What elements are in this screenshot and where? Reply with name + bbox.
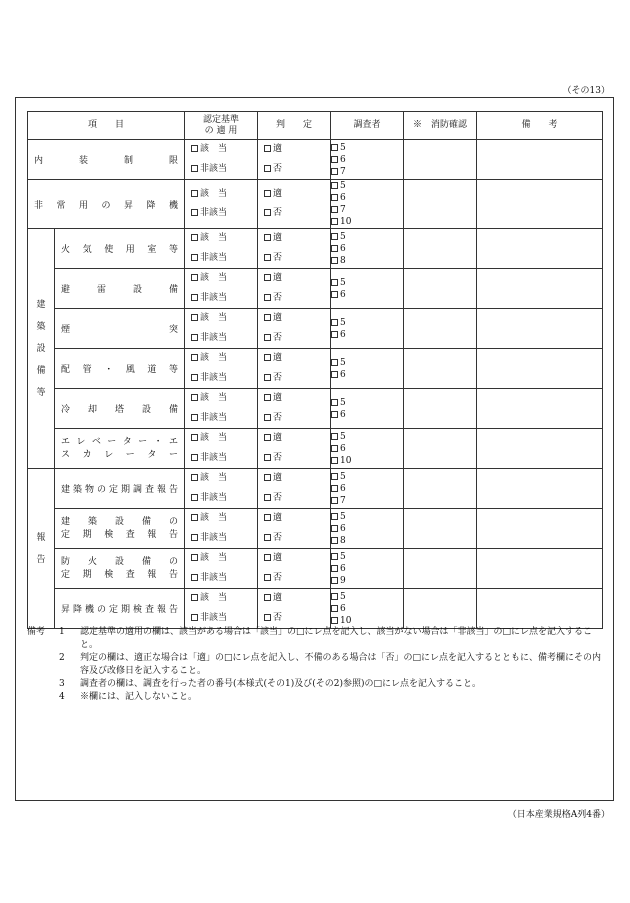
judgment-cell xyxy=(258,429,331,469)
checkbox-icon[interactable] xyxy=(264,454,271,461)
checkbox-icon[interactable] xyxy=(191,314,198,321)
label-elevator-line2: スカレーター xyxy=(61,449,179,460)
investigator-checkbox[interactable]: 6 xyxy=(331,192,403,204)
checkbox-icon[interactable] xyxy=(191,434,198,441)
investigator-checkbox[interactable]: 6 xyxy=(331,369,403,381)
checkbox-icon[interactable] xyxy=(331,411,338,418)
remarks-cell[interactable] xyxy=(477,429,603,469)
group-building-equipment xyxy=(28,229,55,469)
fire-confirmation-cell[interactable] xyxy=(404,309,477,349)
row-lightning xyxy=(28,269,603,309)
investigator-cell xyxy=(331,589,404,629)
checkbox-icon[interactable] xyxy=(264,274,271,281)
applicable-checkbox[interactable]: 該 当 xyxy=(185,549,257,569)
header-remarks: 備 考 xyxy=(477,112,603,140)
remarks-cell[interactable] xyxy=(477,509,603,549)
not-applicable-checkbox[interactable]: 非該当 xyxy=(185,529,257,549)
checkbox-icon[interactable] xyxy=(264,334,271,341)
row-chimney xyxy=(28,309,603,349)
checkbox-icon[interactable] xyxy=(264,574,271,581)
applicable-checkbox[interactable]: 該 当 xyxy=(185,589,257,609)
judgment-cell xyxy=(258,269,331,309)
notes-section xyxy=(27,626,602,704)
checkbox-icon[interactable] xyxy=(331,617,338,624)
checkbox-icon[interactable] xyxy=(331,525,338,532)
checkbox-icon[interactable] xyxy=(331,497,338,504)
fire-confirmation-cell[interactable] xyxy=(404,509,477,549)
not-applicable-checkbox[interactable]: 非該当 xyxy=(185,204,257,224)
not-applicable-checkbox[interactable]: 非該当 xyxy=(185,329,257,349)
investigator-cell xyxy=(331,180,404,229)
applicable-checkbox[interactable]: 該 当 xyxy=(185,185,257,205)
header-row xyxy=(28,112,603,140)
fire-confirmation-cell[interactable] xyxy=(404,469,477,509)
investigator-checkbox[interactable]: 8 xyxy=(331,535,403,547)
page-number: （その13） xyxy=(562,86,610,96)
investigator-checkbox[interactable]: 6 xyxy=(331,329,403,341)
checkbox-icon[interactable] xyxy=(331,359,338,366)
applicable-checkbox[interactable]: 該 当 xyxy=(185,269,257,289)
group-label-char: 築 xyxy=(36,321,46,332)
checkbox-icon[interactable] xyxy=(191,294,198,301)
header-item: 項 目 xyxy=(28,112,185,140)
row-fire-room xyxy=(28,229,603,269)
investigator-checkbox[interactable]: 5 xyxy=(331,357,403,369)
criteria-cell xyxy=(185,309,258,349)
group-label-char: 備 xyxy=(36,365,46,376)
checkbox-icon[interactable] xyxy=(264,394,271,401)
checkbox-icon[interactable] xyxy=(331,553,338,560)
checkbox-icon[interactable] xyxy=(191,354,198,361)
investigator-checkbox[interactable]: 9 xyxy=(331,575,403,587)
label-equipment-report-line1: 建築設備の xyxy=(61,516,179,527)
label-elevator-line1: エレベーター・エ xyxy=(61,436,179,447)
not-applicable-checkbox[interactable]: 非該当 xyxy=(185,609,257,629)
label-fire-room: 火気使用室等 xyxy=(61,245,179,255)
checkbox-icon[interactable] xyxy=(331,218,338,225)
checkbox-icon[interactable] xyxy=(331,605,338,612)
ng-checkbox[interactable]: 否 xyxy=(258,489,330,509)
remarks-cell[interactable] xyxy=(477,589,603,629)
checkbox-icon[interactable] xyxy=(331,291,338,298)
ng-checkbox[interactable]: 否 xyxy=(258,329,330,349)
label-fireproof-report-line2: 定期検査報告 xyxy=(61,569,179,580)
checkbox-icon[interactable] xyxy=(191,494,198,501)
checkbox-icon[interactable] xyxy=(191,209,198,216)
not-applicable-checkbox[interactable]: 非該当 xyxy=(185,160,257,180)
row-equipment-report xyxy=(28,509,603,549)
applicable-checkbox[interactable]: 該 当 xyxy=(185,140,257,160)
checkbox-icon[interactable] xyxy=(191,254,198,261)
checkbox-icon[interactable] xyxy=(191,514,198,521)
checkbox-icon[interactable] xyxy=(331,433,338,440)
group-label-char: 報 xyxy=(36,532,46,543)
checkbox-icon[interactable] xyxy=(264,434,271,441)
ng-checkbox[interactable]: 否 xyxy=(258,409,330,429)
investigator-checkbox[interactable]: 5 xyxy=(331,551,403,563)
investigator-checkbox[interactable]: 6 xyxy=(331,563,403,575)
criteria-cell xyxy=(185,549,258,589)
label-cooling-tower: 冷却塔設備 xyxy=(61,405,179,415)
checkbox-icon[interactable] xyxy=(331,371,338,378)
ng-checkbox[interactable]: 否 xyxy=(258,369,330,389)
investigator-checkbox[interactable]: 5 xyxy=(331,511,403,523)
remarks-cell[interactable] xyxy=(477,229,603,269)
investigator-checkbox[interactable]: 6 xyxy=(331,443,403,455)
checkbox-icon[interactable] xyxy=(191,145,198,152)
investigator-checkbox[interactable]: 7 xyxy=(331,166,403,178)
header-fire-confirmation: ※ 消防確認 xyxy=(404,112,477,140)
header-judgment: 判 定 xyxy=(258,112,331,140)
not-applicable-checkbox[interactable]: 非該当 xyxy=(185,249,257,269)
checkbox-icon[interactable] xyxy=(264,234,271,241)
inspection-table xyxy=(27,111,603,629)
remarks-cell[interactable] xyxy=(477,549,603,589)
investigator-cell xyxy=(331,389,404,429)
row-emergency-elevator xyxy=(28,180,603,229)
note-item: 2 判定の欄は、適正な場合は「適」の□にレ点を記入し、不備のある場合は「否」の□にレ点を記入するとともに、備考欄にその内容及び改修日を記入すること。 xyxy=(59,653,602,676)
label-equipment-report-line2: 定期検査報告 xyxy=(61,529,179,540)
investigator-checkbox[interactable]: 6 xyxy=(331,289,403,301)
applicable-checkbox[interactable]: 該 当 xyxy=(185,229,257,249)
checkbox-icon[interactable] xyxy=(264,165,271,172)
applicable-checkbox[interactable]: 該 当 xyxy=(185,429,257,449)
criteria-cell xyxy=(185,229,258,269)
checkbox-icon[interactable] xyxy=(331,513,338,520)
notes-heading: 備考 xyxy=(27,627,46,637)
checkbox-icon[interactable] xyxy=(331,399,338,406)
ok-checkbox[interactable]: 適 xyxy=(258,429,330,449)
fire-confirmation-cell[interactable] xyxy=(404,549,477,589)
checkbox-icon[interactable] xyxy=(331,473,338,480)
checkbox-icon[interactable] xyxy=(264,314,271,321)
checkbox-icon[interactable] xyxy=(331,279,338,286)
judgment-cell xyxy=(258,469,331,509)
checkbox-icon[interactable] xyxy=(331,565,338,572)
row-building-report xyxy=(28,469,603,509)
ok-checkbox[interactable]: 適 xyxy=(258,549,330,569)
ok-checkbox[interactable]: 適 xyxy=(258,469,330,489)
ok-checkbox[interactable]: 適 xyxy=(258,140,330,160)
note-item: 1 認定基準の適用の欄は、該当がある場合は「該当」の□にレ点を記入し、該当がない場合は「非該当」の□にレ点を記入すること。 xyxy=(59,627,593,650)
checkbox-icon[interactable] xyxy=(331,182,338,189)
investigator-checkbox[interactable]: 6 xyxy=(331,603,403,615)
checkbox-icon[interactable] xyxy=(191,414,198,421)
header-criteria: 認定基準 の 適 用 xyxy=(185,112,258,140)
remarks-cell[interactable] xyxy=(477,389,603,429)
fire-confirmation-cell[interactable] xyxy=(404,229,477,269)
ng-checkbox[interactable]: 否 xyxy=(258,609,330,629)
fire-confirmation-cell[interactable] xyxy=(404,269,477,309)
criteria-cell xyxy=(185,180,258,229)
remarks-cell[interactable] xyxy=(477,180,603,229)
ok-checkbox[interactable]: 適 xyxy=(258,185,330,205)
checkbox-icon[interactable] xyxy=(191,234,198,241)
header-investigator: 調査者 xyxy=(331,112,404,140)
ok-checkbox[interactable]: 適 xyxy=(258,229,330,249)
not-applicable-checkbox[interactable]: 非該当 xyxy=(185,409,257,429)
label-lightning: 避雷設備 xyxy=(61,285,179,295)
label-fireproof-report-line1: 防火設備の xyxy=(61,556,179,567)
label-interior: 内装制限 xyxy=(34,156,179,166)
row-piping xyxy=(28,349,603,389)
investigator-cell xyxy=(331,349,404,389)
judgment-cell xyxy=(258,389,331,429)
checkbox-icon[interactable] xyxy=(331,537,338,544)
checkbox-icon[interactable] xyxy=(264,294,271,301)
remarks-cell[interactable] xyxy=(477,349,603,389)
ng-checkbox[interactable]: 否 xyxy=(258,289,330,309)
applicable-checkbox[interactable]: 該 当 xyxy=(185,389,257,409)
row-cooling-tower xyxy=(28,389,603,429)
checkbox-icon[interactable] xyxy=(331,194,338,201)
investigator-checkbox[interactable]: 5 xyxy=(331,591,403,603)
investigator-checkbox[interactable]: 10 xyxy=(331,216,403,228)
checkbox-icon[interactable] xyxy=(191,374,198,381)
ng-checkbox[interactable]: 否 xyxy=(258,160,330,180)
criteria-cell xyxy=(185,389,258,429)
judgment-cell xyxy=(258,589,331,629)
investigator-cell xyxy=(331,549,404,589)
judgment-cell xyxy=(258,140,331,180)
checkbox-icon[interactable] xyxy=(264,494,271,501)
checkbox-icon[interactable] xyxy=(264,534,271,541)
applicable-checkbox[interactable]: 該 当 xyxy=(185,309,257,329)
note-item: 4 ※欄には、記入しないこと。 xyxy=(59,692,198,702)
investigator-checkbox[interactable]: 5 xyxy=(331,231,403,243)
fire-confirmation-cell[interactable] xyxy=(404,140,477,180)
checkbox-icon[interactable] xyxy=(331,144,338,151)
group-label-char: 設 xyxy=(36,343,46,354)
not-applicable-checkbox[interactable]: 非該当 xyxy=(185,569,257,589)
criteria-cell xyxy=(185,589,258,629)
judgment-cell xyxy=(258,509,331,549)
label-chimney: 煙突 xyxy=(61,325,179,335)
checkbox-icon[interactable] xyxy=(264,474,271,481)
checkbox-icon[interactable] xyxy=(331,245,338,252)
investigator-checkbox[interactable]: 6 xyxy=(331,483,403,495)
label-building-report: 建築物の定期調査報告 xyxy=(61,485,179,495)
checkbox-icon[interactable] xyxy=(331,445,338,452)
judgment-cell xyxy=(258,349,331,389)
checkbox-icon[interactable] xyxy=(331,593,338,600)
row-lift-report xyxy=(28,589,603,629)
fire-confirmation-cell[interactable] xyxy=(404,589,477,629)
criteria-cell xyxy=(185,469,258,509)
investigator-checkbox[interactable]: 6 xyxy=(331,154,403,166)
checkbox-icon[interactable] xyxy=(191,165,198,172)
label-emergency-elevator: 非常用の昇降機 xyxy=(34,200,179,211)
label-lift-report: 昇降機の定期検査報告 xyxy=(61,605,179,615)
fire-confirmation-cell[interactable] xyxy=(404,389,477,429)
judgment-cell xyxy=(258,309,331,349)
checkbox-icon[interactable] xyxy=(331,233,338,240)
investigator-checkbox[interactable]: 5 xyxy=(331,180,403,192)
not-applicable-checkbox[interactable]: 非該当 xyxy=(185,289,257,309)
checkbox-icon[interactable] xyxy=(264,254,271,261)
checkbox-icon[interactable] xyxy=(331,206,338,213)
row-interior xyxy=(28,140,603,180)
investigator-checkbox[interactable]: 5 xyxy=(331,277,403,289)
ng-checkbox[interactable]: 否 xyxy=(258,204,330,224)
checkbox-icon[interactable] xyxy=(331,156,338,163)
checkbox-icon[interactable] xyxy=(264,514,271,521)
checkbox-icon[interactable] xyxy=(191,614,198,621)
row-elevator xyxy=(28,429,603,469)
investigator-checkbox[interactable]: 8 xyxy=(331,255,403,267)
ok-checkbox[interactable]: 適 xyxy=(258,389,330,409)
checkbox-icon[interactable] xyxy=(191,274,198,281)
checkbox-icon[interactable] xyxy=(331,331,338,338)
investigator-checkbox[interactable]: 6 xyxy=(331,243,403,255)
ok-checkbox[interactable]: 適 xyxy=(258,509,330,529)
group-report xyxy=(28,469,55,629)
fire-confirmation-cell[interactable] xyxy=(404,349,477,389)
checkbox-icon[interactable] xyxy=(191,394,198,401)
remarks-cell[interactable] xyxy=(477,269,603,309)
investigator-cell xyxy=(331,229,404,269)
ng-checkbox[interactable]: 否 xyxy=(258,449,330,469)
criteria-cell xyxy=(185,140,258,180)
group-label-char: 等 xyxy=(36,387,46,398)
ng-checkbox[interactable]: 否 xyxy=(258,569,330,589)
criteria-cell xyxy=(185,349,258,389)
group-label-char: 建 xyxy=(36,299,46,310)
note-item: 3 調査者の欄は、調査を行った者の番号(本様式(その1)及び(その2)参照)の□にレ点を記入すること。 xyxy=(59,679,482,689)
criteria-cell xyxy=(185,509,258,549)
applicable-checkbox[interactable]: 該 当 xyxy=(185,349,257,369)
criteria-cell xyxy=(185,429,258,469)
checkbox-icon[interactable] xyxy=(191,474,198,481)
judgment-cell xyxy=(258,180,331,229)
not-applicable-checkbox[interactable]: 非該当 xyxy=(185,489,257,509)
checkbox-icon[interactable] xyxy=(331,319,338,326)
group-label-char: 告 xyxy=(36,554,46,565)
checkbox-icon[interactable] xyxy=(264,614,271,621)
investigator-checkbox[interactable]: 6 xyxy=(331,409,403,421)
row-fireproof-report xyxy=(28,549,603,589)
investigator-checkbox[interactable]: 10 xyxy=(331,615,403,627)
checkbox-icon[interactable] xyxy=(191,534,198,541)
ng-checkbox[interactable]: 否 xyxy=(258,249,330,269)
fire-confirmation-cell[interactable] xyxy=(404,180,477,229)
investigator-checkbox[interactable]: 5 xyxy=(331,471,403,483)
checkbox-icon[interactable] xyxy=(331,577,338,584)
remarks-cell[interactable] xyxy=(477,309,603,349)
checkbox-icon[interactable] xyxy=(191,594,198,601)
checkbox-icon[interactable] xyxy=(331,485,338,492)
checkbox-icon[interactable] xyxy=(191,554,198,561)
checkbox-icon[interactable] xyxy=(264,594,271,601)
checkbox-icon[interactable] xyxy=(191,190,198,197)
investigator-cell xyxy=(331,140,404,180)
investigator-checkbox[interactable]: 10 xyxy=(331,455,403,467)
investigator-cell xyxy=(331,509,404,549)
investigator-cell xyxy=(331,469,404,509)
fire-confirmation-cell[interactable] xyxy=(404,429,477,469)
investigator-checkbox[interactable]: 5 xyxy=(331,142,403,154)
checkbox-icon[interactable] xyxy=(264,190,271,197)
ok-checkbox[interactable]: 適 xyxy=(258,349,330,369)
checkbox-icon[interactable] xyxy=(264,554,271,561)
investigator-cell xyxy=(331,269,404,309)
investigator-checkbox[interactable]: 7 xyxy=(331,495,403,507)
checkbox-icon[interactable] xyxy=(331,168,338,175)
checkbox-icon[interactable] xyxy=(264,145,271,152)
investigator-checkbox[interactable]: 7 xyxy=(331,204,403,216)
checkbox-icon[interactable] xyxy=(331,257,338,264)
not-applicable-checkbox[interactable]: 非該当 xyxy=(185,449,257,469)
judgment-cell xyxy=(258,229,331,269)
ok-checkbox[interactable]: 適 xyxy=(258,589,330,609)
checkbox-icon[interactable] xyxy=(264,354,271,361)
checkbox-icon[interactable] xyxy=(191,574,198,581)
footer-standard: （日本産業規格A列4番） xyxy=(507,810,610,820)
investigator-cell xyxy=(331,309,404,349)
checkbox-icon[interactable] xyxy=(331,457,338,464)
applicable-checkbox[interactable]: 該 当 xyxy=(185,509,257,529)
label-piping: 配管・風道等 xyxy=(61,365,179,375)
checkbox-icon[interactable] xyxy=(191,334,198,341)
not-applicable-checkbox[interactable]: 非該当 xyxy=(185,369,257,389)
checkbox-icon[interactable] xyxy=(191,454,198,461)
investigator-checkbox[interactable]: 5 xyxy=(331,431,403,443)
ok-checkbox[interactable]: 適 xyxy=(258,269,330,289)
remarks-cell[interactable] xyxy=(477,140,603,180)
investigator-checkbox[interactable]: 5 xyxy=(331,397,403,409)
ok-checkbox[interactable]: 適 xyxy=(258,309,330,329)
investigator-checkbox[interactable]: 5 xyxy=(331,317,403,329)
applicable-checkbox[interactable]: 該 当 xyxy=(185,469,257,489)
investigator-checkbox[interactable]: 6 xyxy=(331,523,403,535)
investigator-cell xyxy=(331,429,404,469)
ng-checkbox[interactable]: 否 xyxy=(258,529,330,549)
criteria-cell xyxy=(185,269,258,309)
remarks-cell[interactable] xyxy=(477,469,603,509)
checkbox-icon[interactable] xyxy=(264,209,271,216)
checkbox-icon[interactable] xyxy=(264,374,271,381)
checkbox-icon[interactable] xyxy=(264,414,271,421)
judgment-cell xyxy=(258,549,331,589)
